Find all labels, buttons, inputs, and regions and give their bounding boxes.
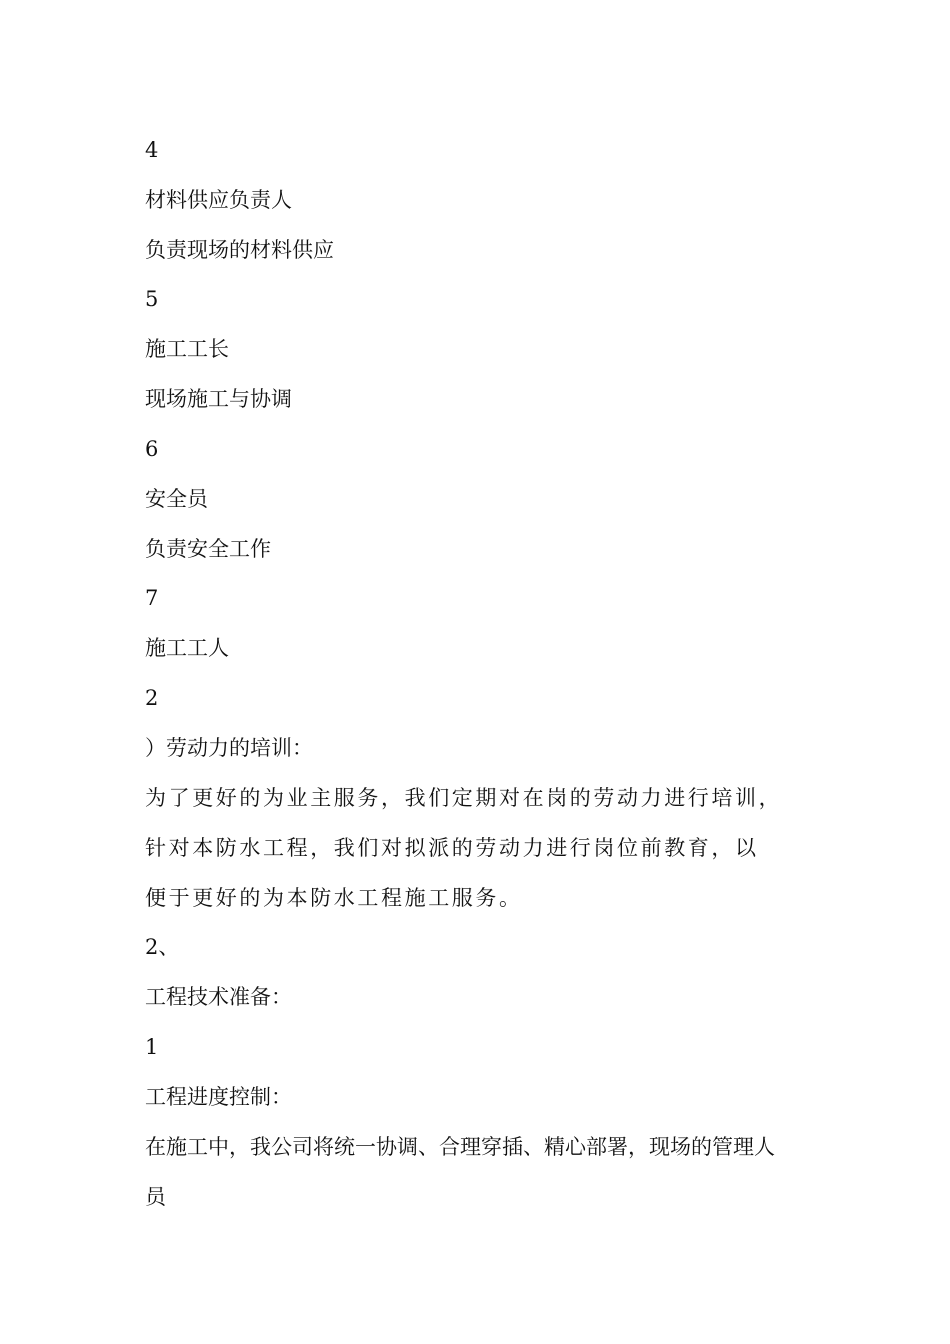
section-heading: 工程技术准备：: [145, 985, 292, 1009]
role-title: 安全员: [145, 487, 208, 511]
subsection-heading: 工程进度控制：: [145, 1085, 292, 1109]
role-title: 施工工长: [145, 337, 229, 361]
list-number: 4: [145, 138, 159, 162]
list-number: 6: [145, 437, 159, 461]
role-duty: 负责安全工作: [145, 537, 271, 561]
paragraph-line: 针对本防水工程，我们对拟派的劳动力进行岗位前教育，以: [145, 836, 759, 860]
list-number: 7: [145, 586, 159, 610]
paragraph-line: 为了更好的为业主服务，我们定期对在岗的劳动力进行培训，: [145, 786, 783, 810]
section-heading: ）劳动力的培训：: [145, 736, 313, 760]
paragraph-line: 便于更好的为本防水工程施工服务。: [145, 886, 523, 910]
paragraph-line: 在施工中，我公司将统一协调、合理穿插、精心部署，现场的管理人: [145, 1135, 775, 1159]
role-duty: 现场施工与协调: [145, 387, 292, 411]
list-number: 5: [145, 287, 159, 311]
role-duty: 负责现场的材料供应: [145, 238, 334, 262]
subsection-number: 1: [145, 1035, 159, 1059]
section-number: 2: [145, 686, 159, 710]
paragraph-line: 员: [145, 1185, 166, 1209]
role-title: 材料供应负责人: [145, 188, 292, 212]
role-title: 施工工人: [145, 636, 229, 660]
section-number: 2、: [145, 935, 180, 959]
